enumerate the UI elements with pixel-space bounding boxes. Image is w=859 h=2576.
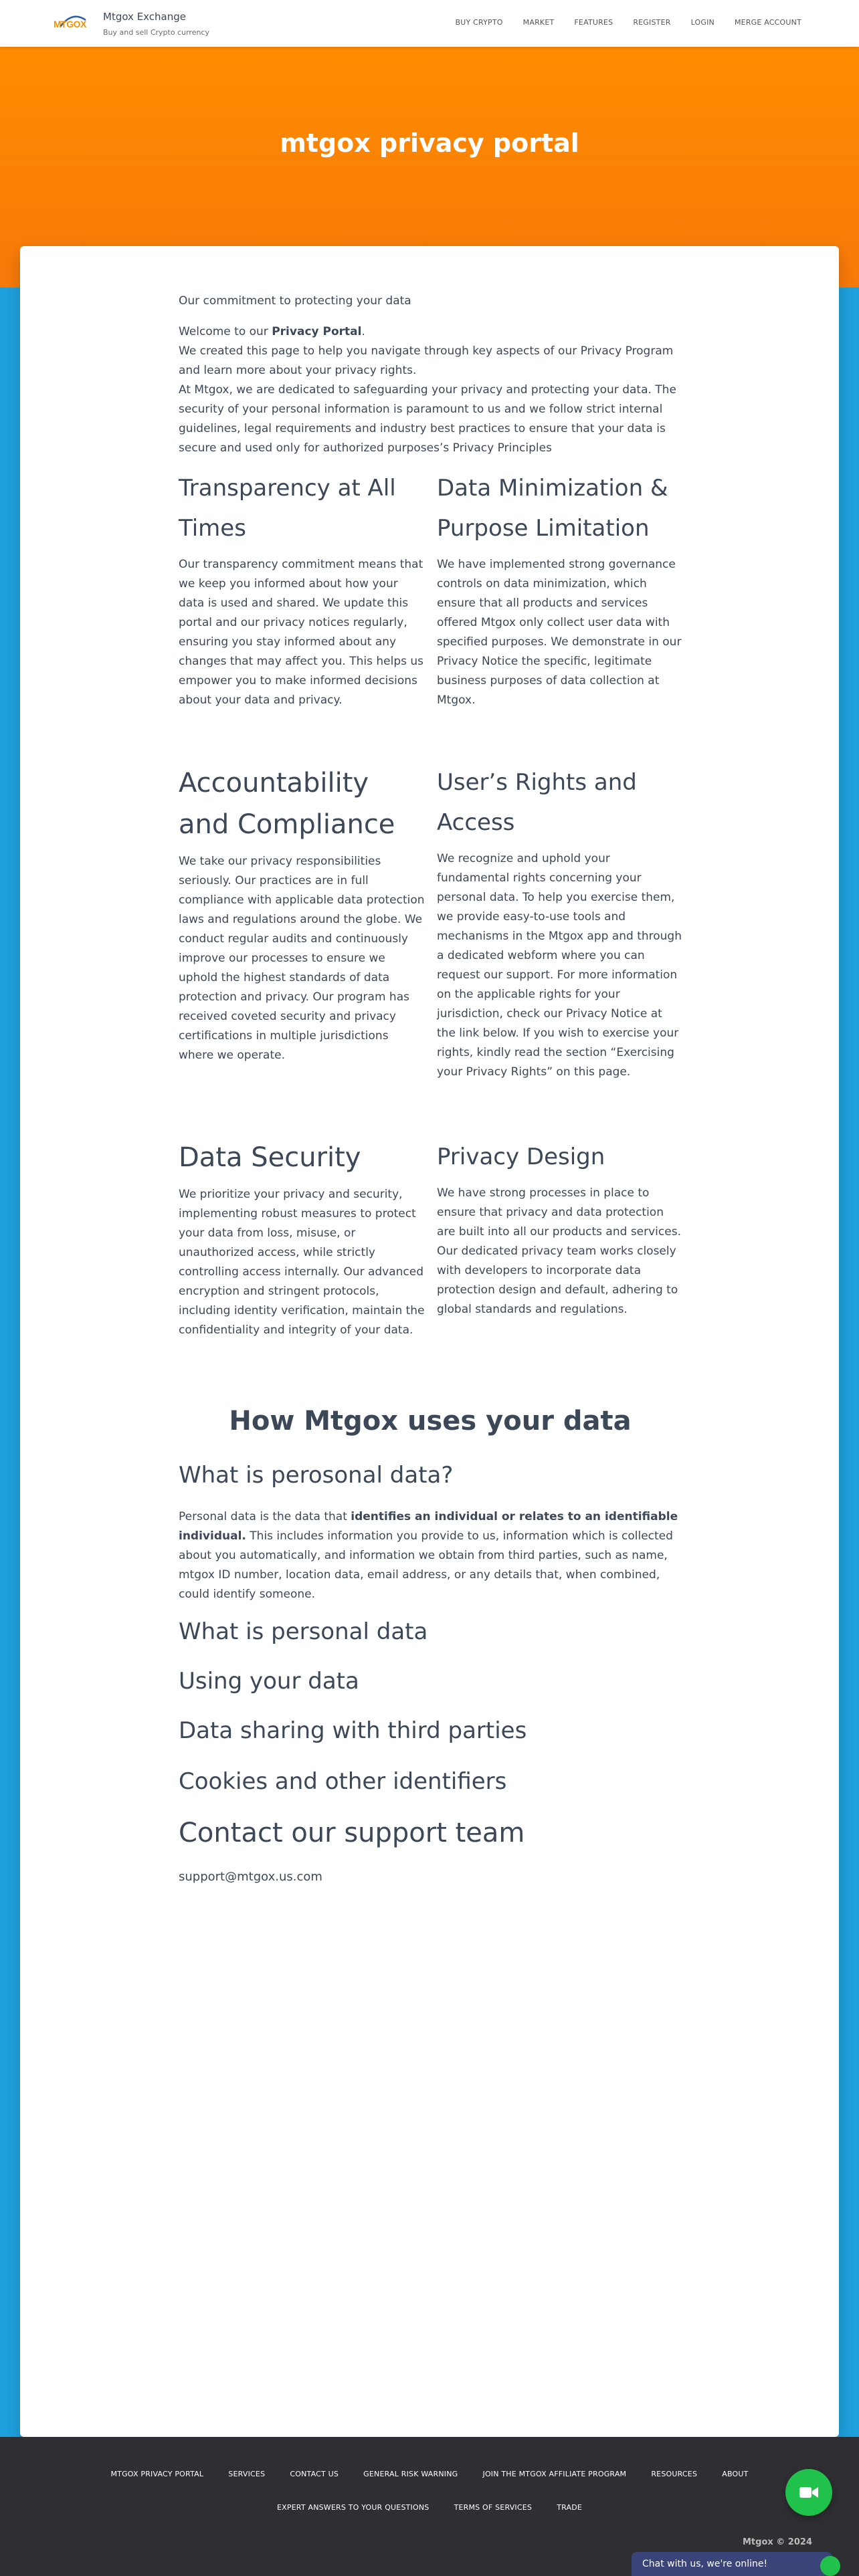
footer-link-expert-answers[interactable]: EXPERT ANSWERS TO YOUR QUESTIONS: [276, 2503, 430, 2512]
pd-bold: identifies an individual or relates to an identifiable individual.: [179, 1510, 678, 1543]
principle-title: Data Minimization & Purpose Limitation: [437, 475, 668, 542]
principle-privacy-design: [437, 1137, 683, 1319]
personal-data-paragraph: [179, 1507, 687, 1604]
principle-accountability: [179, 762, 425, 1065]
chat-widget-bar[interactable]: [632, 2552, 832, 2576]
welcome-suffix: .: [361, 325, 365, 338]
support-email[interactable]: support@mtgox.us.com: [179, 1870, 322, 1884]
footer-link-about[interactable]: ABOUT: [722, 2470, 749, 2478]
hero-title: mtgox privacy portal: [280, 128, 579, 158]
commitment-text: Our commitment to protecting your data: [179, 294, 411, 308]
principle-title: User’s Rights and Access: [437, 769, 637, 836]
intro-line-3: At Mtgox, we are dedicated to safeguarding your privacy and protecting your data. The security of your personal information is paramount to us and we follow strict internal guidelines, legal requirements and industry best practices to ensure that your data is secure and used only for authorized purposes’s Privacy Principles: [179, 383, 676, 455]
chat-online-indicator: [820, 2556, 840, 2576]
principle-text: We take our privacy responsibilities seriously. Our practices are in full compliance with applicable data protection laws and regulations around the globe. We conduct regular audits and continuously improve our processes to ensure we uphold the highest standards of data protection and privacy. Our program has received coveted security and privacy certifications in multiple jurisdictions where we operate.: [179, 855, 425, 1062]
footer-link-trade[interactable]: TRADE: [557, 2503, 583, 2512]
nav-merge-account[interactable]: MERGE ACCOUNT: [734, 18, 801, 27]
principle-title: Accountability and Compliance: [179, 768, 395, 840]
principle-text: Our transparency commitment means that we keep you informed about how your data is used and shared. We update this portal and our privacy notices regularly, ensuring you stay informed about any changes that may affect you. This helps us empower you to make informed decisions about your data and privacy.: [179, 558, 424, 707]
main-nav: [435, 18, 801, 27]
principle-title: Transparency at All Times: [179, 475, 396, 542]
nav-buy-crypto[interactable]: BUY CRYPTO: [455, 18, 503, 27]
welcome-prefix: Welcome to our: [179, 325, 272, 338]
contact-support-title: Contact our support team: [179, 1818, 525, 1848]
copyright: Mtgox © 2024: [742, 2537, 812, 2547]
principle-text: We have implemented strong governance controls on data minimization, which ensure that all products and services offered Mtgox only collect user data with specified purposes. We demonstrate in our Privacy Notice the specific, legitimate business purposes of data collection at Mtgox.: [437, 558, 682, 707]
footer-link-risk-warning[interactable]: GENERAL RISK WARNING: [363, 2470, 458, 2478]
pd-suffix: This includes information you provide to us, information which is collected about you automatically, and information we obtain from third parties, such as name, mtgox ID number, location data, email address, or any details that, when combined, could identify someone.: [179, 1529, 673, 1601]
nav-register[interactable]: REGISTER: [633, 18, 671, 27]
intro-paragraph: [179, 322, 687, 458]
chat-label: Chat with us, we're online!: [642, 2559, 768, 2569]
heading-using-your-data[interactable]: Using your data: [179, 1668, 359, 1695]
footer-link-contact-us[interactable]: CONTACT US: [290, 2470, 339, 2478]
brand[interactable]: [52, 11, 209, 37]
principle-text: We have strong processes in place to ensure that privacy and data protection are built into all our products and services. Our dedicated privacy team works closely with developers to incorporate data protection design and default, adhering to global standards and regulations.: [437, 1186, 681, 1316]
nav-market[interactable]: MARKET: [522, 18, 555, 27]
principle-text: We prioritize your privacy and security, implementing robust measures to protect your data from loss, misuse, or unauthorized access, while strictly controlling access internally. Our advanced encryption and stringent protocols, including identity verification, maintain the confidentiality and integrity of your data.: [179, 1188, 425, 1337]
nav-features[interactable]: FEATURES: [574, 18, 613, 27]
principle-data-minimization: [437, 468, 683, 710]
principle-transparency: [179, 468, 425, 710]
video-camera-icon: [799, 2484, 819, 2501]
footer-link-privacy-portal[interactable]: MTGOX PRIVACY PORTAL: [110, 2470, 204, 2478]
footer-link-resources[interactable]: RESOURCES: [651, 2470, 698, 2478]
video-chat-button[interactable]: [785, 2469, 832, 2516]
brand-title[interactable]: Mtgox Exchange: [103, 11, 186, 23]
principle-title: Privacy Design: [437, 1144, 605, 1170]
top-navbar: [0, 0, 859, 47]
footer-links-row-1: [0, 2466, 859, 2479]
question-personal-data: What is perosonal data?: [179, 1462, 454, 1489]
heading-data-sharing[interactable]: Data sharing with third parties: [179, 1717, 527, 1744]
footer-link-terms[interactable]: TERMS OF SERVICES: [454, 2503, 533, 2512]
footer-link-services[interactable]: SERVICES: [228, 2470, 266, 2478]
footer-links-row-2: [0, 2500, 859, 2512]
heading-what-is-personal-data[interactable]: What is personal data: [179, 1618, 428, 1645]
usage-section-title: How Mtgox uses your data: [229, 1406, 632, 1436]
welcome-bold: Privacy Portal: [272, 325, 362, 338]
footer-link-affiliate[interactable]: JOIN THE MTGOX AFFILIATE PROGRAM: [482, 2470, 627, 2478]
intro-line-2: We created this page to help you navigate through key aspects of our Privacy Program and learn more about your privacy rights.: [179, 344, 674, 377]
heading-cookies[interactable]: Cookies and other identifiers: [179, 1768, 507, 1795]
nav-login[interactable]: LOGIN: [690, 18, 714, 27]
brand-subtitle: Buy and sell Crypto currency: [103, 28, 209, 37]
principle-data-security: [179, 1137, 425, 1340]
principle-title: Data Security: [179, 1142, 361, 1173]
principle-text: We recognize and uphold your fundamental rights concerning your personal data. To help you exercise them, we provide easy-to-use tools and mechanisms in the Mtgox app and through a dedicated webform where you can request our support. For more information on the applicable rights for your jurisdiction, check our Privacy Notice at the link below. If you wish to exercise your rights, kindly read the section “Exercising your Privacy Rights” on this page.: [437, 852, 682, 1079]
content-card: [20, 246, 839, 2437]
logo-text: MTGOX: [54, 18, 86, 29]
mtgox-logo[interactable]: [52, 12, 90, 36]
principle-user-rights: [437, 762, 683, 1082]
pd-prefix: Personal data is the data that: [179, 1510, 351, 1523]
